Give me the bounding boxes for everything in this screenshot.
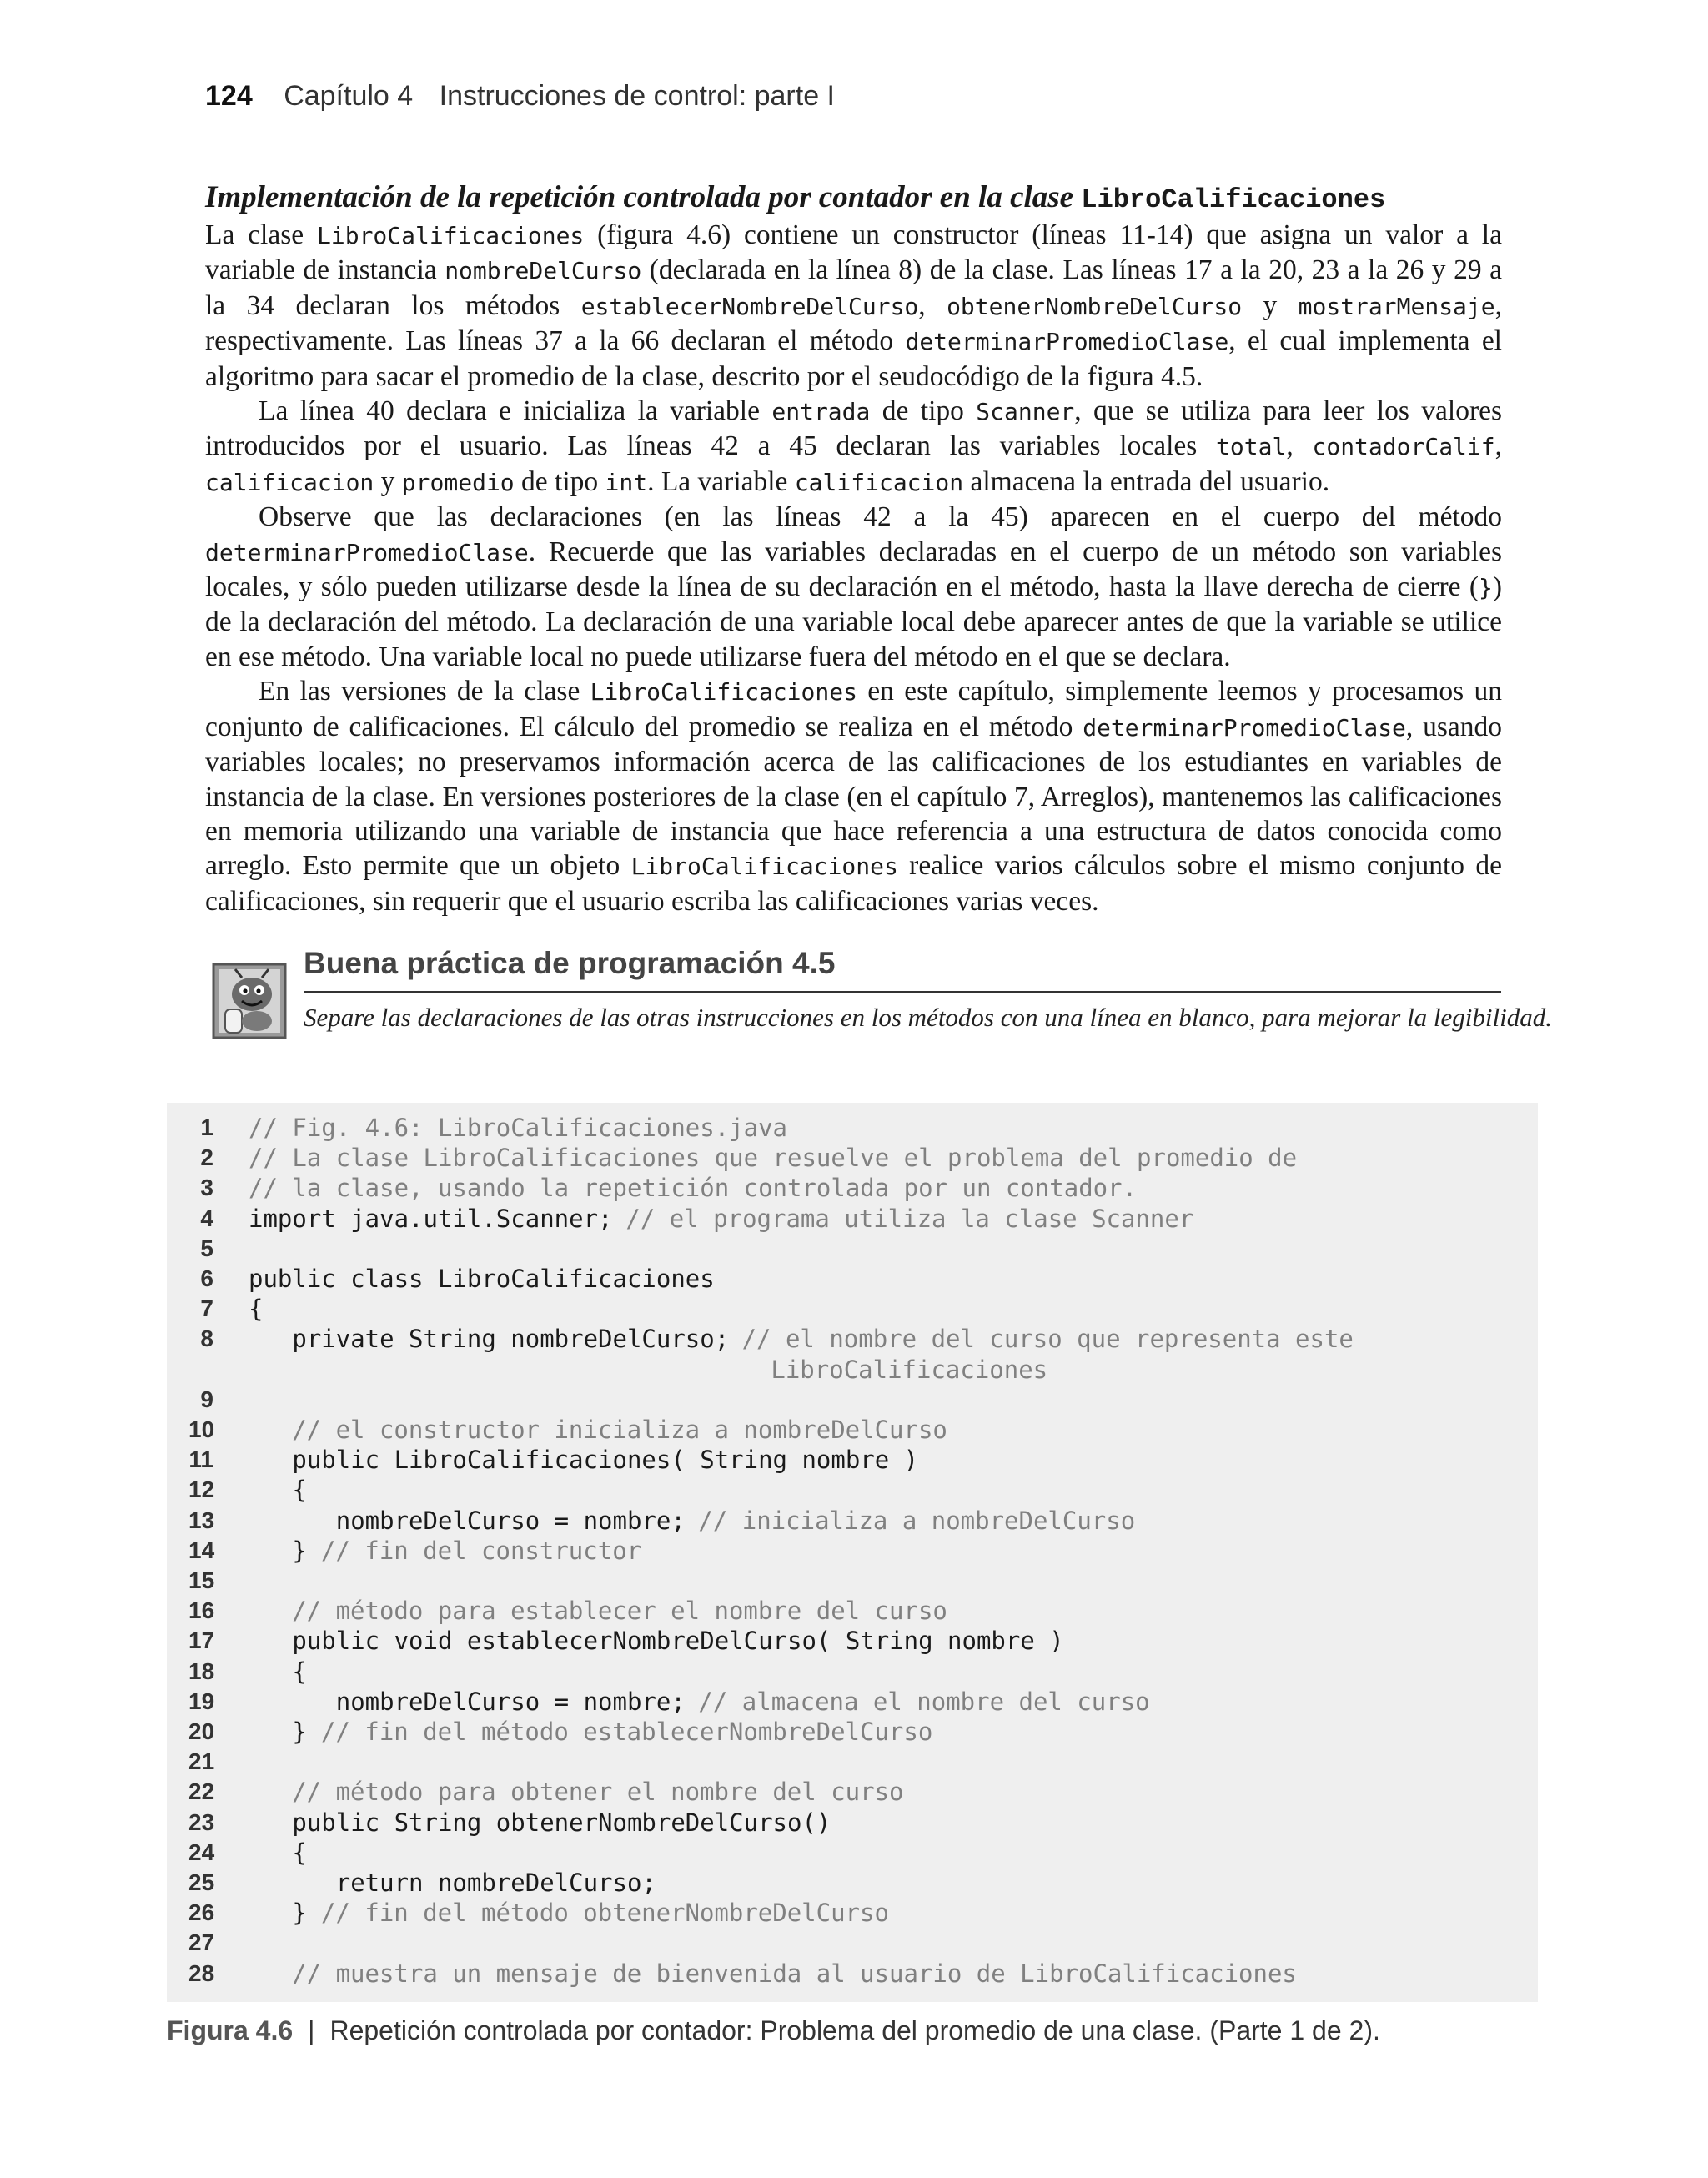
code-text: nombreDelCurso = nombre;: [249, 1506, 701, 1535]
text-run: , que se utiliza para leer los valores introducidos por el usuario. Las líneas 42 a 45 declaran las variables locales: [205, 395, 1503, 462]
line-number: 26: [188, 1899, 215, 1926]
page-header: [205, 80, 835, 113]
code-comment: // método para establecer el nombre del curso: [292, 1597, 947, 1626]
text-run: Observe que las declaraciones (en las líneas 42 a la 45) aparecen en el cuerpo del método: [259, 501, 1502, 533]
code-line: [167, 1173, 1538, 1203]
code-text: public class LibroCalificaciones: [249, 1265, 715, 1293]
inline-code: calificacion: [794, 468, 964, 496]
good-practice-box: [210, 939, 1553, 1049]
code-text: [249, 1959, 292, 1989]
text-run: de tipo: [870, 395, 977, 427]
bug-mascot-icon: [210, 961, 289, 1041]
page-number: 124: [205, 80, 253, 112]
code-text: {: [249, 1838, 307, 1867]
code-line: [167, 1324, 1538, 1354]
inline-code: total: [1216, 433, 1287, 461]
code-line: [167, 1777, 1538, 1807]
code-text: }: [249, 1899, 322, 1928]
text-run: La línea 40 declara e inicializa la variable: [259, 395, 772, 427]
line-number: 12: [188, 1476, 215, 1503]
code-text: public LibroCalificaciones( String nombre ): [249, 1446, 919, 1475]
code-text: {: [249, 1295, 264, 1324]
code-line: [167, 1204, 1538, 1234]
text-run: ,: [1494, 430, 1503, 462]
line-number: 23: [188, 1808, 215, 1835]
code-line: [167, 1445, 1538, 1475]
code-line: [167, 1264, 1538, 1294]
inline-code: contadorCalif: [1312, 433, 1495, 461]
code-line: [167, 1626, 1538, 1656]
code-text: public String obtenerNombreDelCurso(): [249, 1808, 831, 1837]
line-number: 24: [188, 1838, 215, 1865]
line-number: 3: [200, 1175, 214, 1201]
inline-code: establecerNombreDelCurso: [580, 292, 919, 320]
text-run: , respectivamente. Las líneas 37 a la 66 declaran el método: [205, 289, 1503, 357]
inline-code: determinarPromedioClase: [205, 538, 529, 566]
code-comment: // el programa utiliza la clase Scanner: [625, 1204, 1194, 1233]
text-run: , el cual implementa el algoritmo para sacar el promedio de la clase, descrito por el seudocódigo de la figura 4.5.: [205, 325, 1502, 392]
code-comment: // fin del constructor: [321, 1536, 642, 1565]
line-number: 10: [188, 1416, 215, 1442]
code-comment: // la clase, usando la repetición controlada por un contador.: [249, 1174, 1138, 1203]
code-line: [167, 1566, 1538, 1596]
inline-code: obtenerNombreDelCurso: [947, 292, 1243, 320]
line-number: 17: [188, 1627, 215, 1654]
inline-code: promedio: [401, 468, 515, 496]
paragraph-1: [205, 218, 1502, 394]
line-number: 15: [188, 1567, 215, 1593]
text-run: ,: [1286, 430, 1313, 462]
inline-code: int: [605, 468, 648, 496]
text-run: almacena la entrada del usuario.: [963, 465, 1330, 497]
text-run: , usando variables locales; no preservamos información acerca de las calificaciones de los estudiantes en variables de instancia de la clase. En versiones posteriores de la clase (en el capítulo 7, Arreglos), mantenemos las calificaciones en memoria utilizando una variable de instancia que hace referencia a una estructura de datos conocida como arreglo. Esto permite que un objeto: [205, 711, 1503, 882]
code-line: [167, 1415, 1538, 1445]
inline-code: LibroCalificaciones: [317, 222, 585, 249]
code-text: nombreDelCurso = nombre;: [249, 1687, 701, 1716]
line-number: 6: [200, 1265, 214, 1291]
paragraph-4: [205, 674, 1502, 918]
figure-caption: [167, 2015, 1380, 2046]
line-number: 11: [188, 1446, 214, 1473]
figure-label: Figura 4.6: [167, 2015, 294, 2045]
line-number: 16: [188, 1597, 215, 1624]
code-line: [167, 1475, 1538, 1505]
code-line: [167, 1838, 1538, 1868]
text-run: (figura 4.6) contiene un constructor (líneas 11-14) que asigna un valor a la variable de instancia: [205, 219, 1502, 286]
code-comment: // inicializa a nombreDelCurso: [698, 1506, 1136, 1535]
caption-text: Repetición controlada por contador: Problema del promedio de una clase. (Parte 1 de 2).: [329, 2015, 1380, 2045]
text-run: (declarada en la línea 8) de la clase. Las líneas 17 a la 20, 23 a la 26 y 29 a la 34 declaran los métodos: [205, 254, 1503, 321]
line-number: 20: [188, 1718, 215, 1744]
code-line: [167, 1928, 1538, 1958]
code-text: [249, 1777, 292, 1807]
code-text: [249, 1596, 292, 1626]
line-number: 19: [188, 1688, 215, 1714]
line-number: 22: [188, 1778, 215, 1805]
inline-code: calificacion: [205, 468, 374, 496]
text-run: realice varios cálculos sobre el mismo conjunto de calificaciones, sin requerir que el usuario escriba las calificaciones varias veces.: [205, 850, 1502, 917]
inline-code: mostrarMensaje: [1298, 292, 1495, 320]
text-run: y: [374, 465, 402, 497]
text-run: La clase: [205, 219, 317, 250]
inline-code: }: [1478, 574, 1493, 602]
code-line: [167, 1506, 1538, 1536]
code-comment: LibroCalificaciones: [771, 1355, 1048, 1384]
code-comment: // fin del método establecerNombreDelCurso: [321, 1718, 933, 1746]
code-text: public void establecerNombreDelCurso( String nombre ): [249, 1627, 1064, 1656]
code-line: [167, 1143, 1538, 1173]
inline-code: Scanner: [976, 398, 1075, 426]
tip-text: Separe las declaraciones de las otras instrucciones en los métodos con una línea en blanco, para mejorar la legibilidad.: [304, 1003, 1553, 1032]
inline-code: determinarPromedioClase: [1083, 713, 1406, 742]
line-number: 14: [188, 1537, 215, 1563]
code-line: [167, 1385, 1538, 1415]
code-listing: [167, 1103, 1538, 2002]
code-text: import java.util.Scanner;: [249, 1204, 627, 1233]
tip-title: Buena práctica de programación 4.5: [304, 946, 836, 980]
inline-code: entrada: [771, 398, 871, 426]
line-number: 5: [200, 1235, 214, 1261]
inline-code: LibroCalificaciones: [630, 853, 898, 881]
text-run: En las versiones de la clase: [259, 676, 590, 707]
code-line: [167, 1355, 1538, 1385]
code-line: [167, 1868, 1538, 1898]
code-line: [167, 1808, 1538, 1838]
text-run: y: [1242, 289, 1299, 321]
code-text: }: [249, 1718, 322, 1746]
chapter-title: Instrucciones de control: parte I: [439, 80, 835, 112]
code-comment: // el constructor inicializa a nombreDelCurso: [292, 1416, 947, 1444]
line-number: 2: [200, 1144, 214, 1171]
code-comment: // método para obtener el nombre del curso: [292, 1778, 904, 1807]
line-number: 21: [188, 1748, 215, 1775]
caption-separator: |: [308, 2015, 315, 2045]
line-number: 7: [200, 1295, 214, 1322]
inline-code: LibroCalificaciones: [590, 678, 857, 707]
code-line: [167, 1959, 1538, 1989]
code-line: [167, 1596, 1538, 1626]
line-number: 8: [200, 1325, 214, 1352]
inline-code: nombreDelCurso: [445, 257, 642, 285]
line-number: 13: [188, 1506, 215, 1533]
tip-divider: [304, 991, 1501, 993]
inline-code: determinarPromedioClase: [905, 328, 1229, 356]
text-run: en este capítulo, simplemente leemos y procesamos un conjunto de calificaciones. El cálculo del promedio se realiza en el método: [205, 676, 1503, 742]
text-run: . Recuerde que las variables declaradas en el cuerpo de un método son variables locales, y sólo pueden utilizarse desde la línea de su declaración en el método, hasta la llave derecha de cierre (: [205, 536, 1502, 603]
chapter-label: Capítulo 4: [284, 80, 414, 112]
text-run: de tipo: [514, 465, 605, 497]
code-text: [249, 1415, 292, 1445]
code-line: [167, 1657, 1538, 1687]
code-line: [167, 1717, 1538, 1747]
code-line: [167, 1536, 1538, 1566]
code-comment: // el nombre del curso que representa este: [741, 1325, 1354, 1354]
code-line: [167, 1687, 1538, 1717]
line-number: 1: [200, 1114, 214, 1140]
paragraph-2: [205, 394, 1502, 500]
code-line: [167, 1747, 1538, 1777]
line-number: 4: [200, 1205, 214, 1231]
section-heading-text: Implementación de la repetición controlada por contador en la clase: [205, 180, 1082, 214]
code-line: [167, 1898, 1538, 1928]
section-heading: [205, 180, 1502, 218]
code-comment: // almacena el nombre del curso: [698, 1687, 1150, 1716]
code-comment: // La clase LibroCalificaciones que resuelve el problema del promedio de: [249, 1144, 1298, 1173]
section-heading-code: LibroCalificaciones: [1081, 184, 1386, 215]
text-run: ,: [918, 289, 947, 321]
line-number: 28: [188, 1959, 215, 1986]
code-line: [167, 1294, 1538, 1324]
text-run: ) de la declaración del método. La declaración de una variable local debe aparecer antes de que la variable se utilice en ese método. Una variable local no puede utilizarse fuera del método en el que se declara.: [205, 571, 1502, 672]
line-number: 18: [188, 1657, 215, 1684]
code-comment: // fin del método obtenerNombreDelCurso: [321, 1899, 889, 1928]
code-text: return nombreDelCurso;: [249, 1869, 656, 1897]
code-line: [167, 1234, 1538, 1264]
code-comment: // Fig. 4.6: LibroCalificaciones.java: [249, 1114, 788, 1142]
line-number: 25: [188, 1869, 215, 1895]
paragraph-3: [205, 500, 1502, 674]
line-number: 27: [188, 1929, 215, 1956]
code-text: private String nombreDelCurso;: [249, 1325, 744, 1354]
code-text: }: [249, 1536, 322, 1565]
text-run: . La variable: [647, 465, 795, 497]
code-text: {: [249, 1476, 307, 1505]
line-number: 9: [200, 1386, 214, 1412]
code-line: [167, 1113, 1538, 1143]
body-content: [205, 180, 1502, 918]
code-comment: // muestra un mensaje de bienvenida al usuario de LibroCalificaciones: [292, 1959, 1297, 1988]
code-text: {: [249, 1657, 307, 1686]
